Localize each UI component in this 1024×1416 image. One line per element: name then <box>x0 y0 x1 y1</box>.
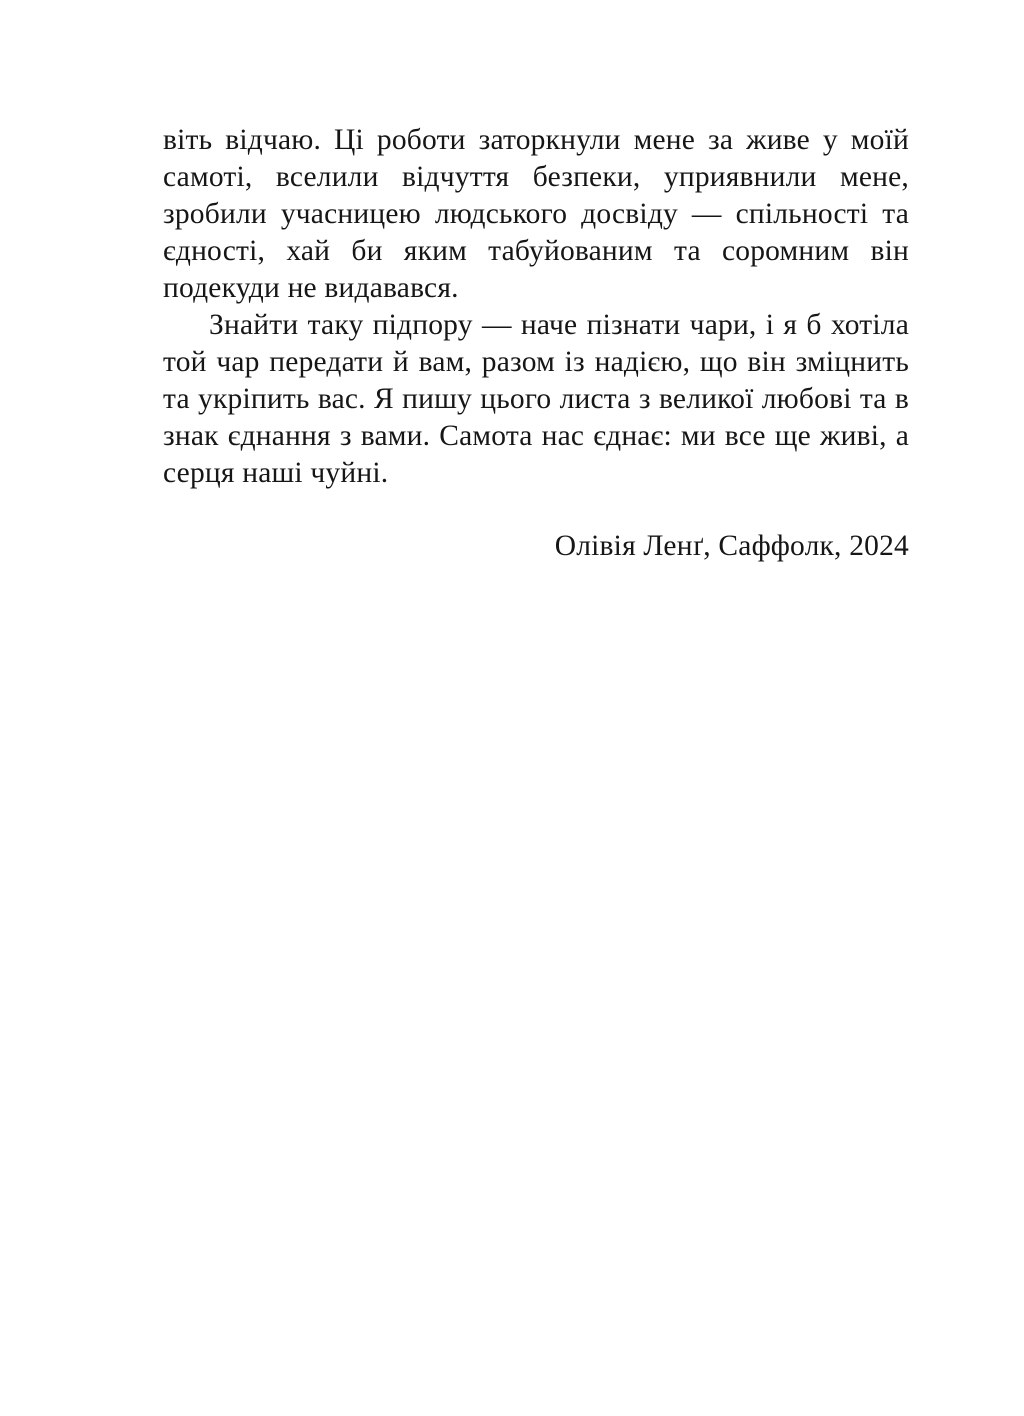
paragraph-continuation: віть відчаю. Ці роботи заторкнули мене за живе у моїй самоті, вселили відчуття безпеки, уприявнили мене, зробили учасницею людського досвіду — спільності та єдності, хай би яким табуйованим та соромним він подекуди не видавався. <box>163 124 909 304</box>
paragraph-closing: Знайти таку підпору — наче пізнати чари, і я б хотіла той чар передати й вам, разом із надією, що він зміцнить та укріпить вас. Я пишу цього листа з великої любові та в знак єднання з вами. Самота нас єднає: ми все ще живі, а серця наші чуйні. <box>163 309 909 489</box>
author-signature: Олівія Ленґ, Саффолк, 2024 <box>554 530 909 562</box>
page-text-block <box>163 122 909 565</box>
